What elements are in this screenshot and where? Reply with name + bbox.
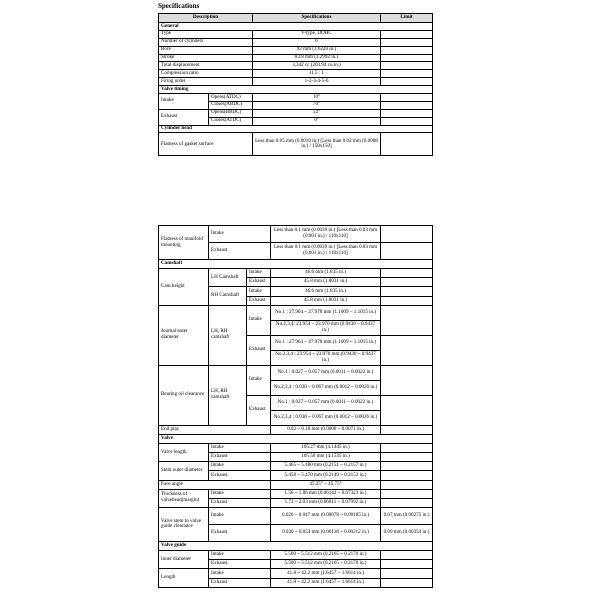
row-sublabel: Closes(ATDC) [209,117,253,125]
row-spec: Less than 0.1 mm (0.0039 in.) [Less than 0.03 mm (0.001 in.) / 110x110] [271,226,381,243]
row-sublabel: Intake [209,569,271,578]
row-sublabel: Intake [247,305,271,335]
table-row [159,443,433,452]
row-limit: 0.07 mm (0.00275 in.) [381,507,433,524]
row-limit [381,94,433,102]
row-label: Bore [159,46,253,54]
row-sublabel: LH, RH camshaft [209,305,247,365]
row-limit [381,335,433,365]
row-spec: 46.6 mm (1.835 in.) [271,287,381,296]
table-row [159,62,433,70]
row-sublabel: Exhaust [209,243,271,260]
row-label: Valve length [159,443,209,461]
row-limit [381,46,433,54]
row-sublabel: Exhaust [209,471,271,480]
table-row [159,507,433,524]
row-limit [381,365,433,395]
row-limit [381,296,433,305]
row-limit [381,269,433,278]
row-sublabel: LH, RH camshaft [209,365,247,425]
row-spec: 5.465 ~ 5.480 mm (0.2151 ~ 0.2157 in.) [271,462,381,471]
row-spec: 0.020 ~ 0.047 mm (0.00078 ~ 0.00185 in.) [271,507,381,524]
table-row [159,480,433,489]
row-spec: 105.27 mm (4.1445 in.) [271,443,381,452]
row-sublabel: Exhaust [209,578,271,587]
table-row [159,425,433,434]
table-row [159,365,433,380]
row-spec: No.1 : 27.964 ~ 27.978 mm (1.1009 ~ 1.1015 in.) [271,335,381,350]
row-spec: Less than 0.1 mm (0.0039 in.) [Less than 0.03 mm (0.001 in.) / 110x110] [271,243,381,260]
spec-table-2 [158,225,433,588]
table-header-row [159,14,433,23]
section-camshaft: Camshaft [159,260,433,269]
table-row [159,489,433,498]
row-spec: 41.8 ~ 42.2 mm (1.6457 ~ 1.6614 in.) [271,569,381,578]
row-spec: 83.8 mm (3.2992 in.) [253,54,381,62]
row-limit [381,560,433,569]
row-label: Stroke [159,54,253,62]
row-limit [381,498,433,507]
table-row [159,269,433,278]
spec-table-1 [158,13,433,156]
row-sublabel: Intake [247,269,271,278]
table-row [159,94,433,102]
row-limit [381,243,433,260]
table-row [159,226,433,243]
row-spec: No.1 : 0.027 ~ 0.057 mm (0.0011 ~ 0.0022 in.) [271,365,381,380]
row-sublabel: LH Camshaft [209,269,247,287]
row-label: Face angle [159,480,271,489]
spec-page-2 [158,225,432,588]
row-label: Intake [159,94,209,110]
row-sublabel: Exhaust [209,560,271,569]
table-row [159,551,433,560]
row-label: Number of cylinders [159,38,253,46]
row-limit [381,226,433,243]
row-spec: V-type, DOHC [253,30,381,38]
row-limit [381,101,433,109]
row-spec: 11.5 : 1 [253,70,381,78]
row-label: Total displacement [159,62,253,70]
row-limit [381,462,433,471]
row-spec: 52° [253,109,381,117]
row-sublabel: Exhaust [247,296,271,305]
row-limit [381,54,433,62]
row-spec: 70° [253,101,381,109]
table-row [159,54,433,62]
row-sublabel: Intake [209,462,271,471]
row-label: Thickness of valvehead(margin) [159,489,209,507]
row-sublabel: Intake [209,551,271,560]
row-sublabel: Intake [209,489,271,498]
row-limit [381,569,433,578]
row-limit [381,578,433,587]
row-label: Inner diameter [159,551,209,569]
row-label: Valve stem to valve guide clearance [159,507,209,541]
row-label: Bearing oil clearance [159,365,209,425]
table-row [159,30,433,38]
row-sublabel: Closes(ABDC) [209,101,253,109]
row-limit [381,30,433,38]
row-label: Exhaust [159,109,209,125]
table-row [159,462,433,471]
row-label: Journal outer diameter [159,305,209,365]
row-spec: 46.6 mm (1.835 in.) [271,269,381,278]
row-spec: 3,342 cc (203.94 cu.in.) [253,62,381,70]
row-limit [381,471,433,480]
row-limit [381,287,433,296]
header-limit: Limit [381,14,433,23]
header-specifications: Specifications [253,14,381,23]
row-limit [381,551,433,560]
row-label: Firing order [159,78,253,86]
row-spec: 1.56 ~ 1.86 mm (0.06142 ~ 0.07323 in.) [271,489,381,498]
row-spec: 92 mm (3.6220 in.) [253,46,381,54]
row-sublabel: Exhaust [209,453,271,462]
row-spec: 6 [253,38,381,46]
row-limit [381,305,433,335]
row-limit [381,278,433,287]
row-spec: Less than 0.05 mm (0.0019 in.) [Less than 0.02 mm (0.0008 in.) / 150x150] [253,133,381,156]
row-sublabel: Intake [209,507,271,524]
spec-page-1 [158,2,432,156]
row-limit [381,38,433,46]
row-spec: 105.50 mm (4.1535 in.) [271,453,381,462]
row-spec: No.2,3,4 : 0.030 ~ 0.067 mm (0.0012 ~ 0.0026 in.) [271,410,381,425]
row-spec: 41.8 ~ 42.2 mm (1.6457 ~ 1.6614 in.) [271,578,381,587]
table-row [159,70,433,78]
row-spec: No.1 : 27.964 ~ 27.978 mm (1.1009 ~ 1.1015 in.) [271,305,381,320]
row-spec: No.2,3,4 : 0.030 ~ 0.067 mm (0.0012 ~ 0.0026 in.) [271,380,381,395]
row-spec: 1.73 ~ 2.03 mm (0.06811 ~ 0.07992 in.) [271,498,381,507]
row-limit [381,133,433,156]
section-valve: Valve [159,434,433,443]
row-label: Stem outer diameter [159,462,209,480]
row-spec: 1-2-3-4-5-6 [253,78,381,86]
row-sublabel: Exhaust [209,524,271,541]
section-cylinder-head: Cylinder head [159,125,433,133]
row-spec: 45.8 mm (1.8031 in.) [271,296,381,305]
row-label: End play [159,425,271,434]
row-sublabel: Intake [209,443,271,452]
row-sublabel: Intake [247,287,271,296]
row-spec: No.2,3,4 : 23.954 ~ 23.970 mm (0.9430 ~ 0.9437 in.) [271,350,381,365]
row-limit [381,453,433,462]
row-spec: 5.458 ~ 5.470 mm (0.2149 ~ 0.2153 in.) [271,471,381,480]
section-general: General [159,23,433,31]
row-limit [381,425,433,434]
row-label: Cam height [159,269,209,306]
row-label: Length [159,569,209,587]
table-row [159,305,433,320]
row-spec: No.2,3,4: 23.954 ~ 23.970 mm (0.9430 ~ 0.9437 in.) [271,320,381,335]
row-limit [381,70,433,78]
row-sublabel: RH Camshaft [209,287,247,305]
row-limit [381,78,433,86]
row-spec: 0.02 ~ 0.18 mm (0.0008 ~ 0.0071 in.) [271,425,381,434]
row-label: Flatness of gasket surface [159,133,253,156]
row-limit [381,109,433,117]
table-row [159,109,433,117]
row-limit [381,443,433,452]
section-valve-guide: Valve guide [159,541,433,550]
row-label: Compression ratio [159,70,253,78]
row-sublabel: Intake [209,226,271,243]
header-description: Description [159,14,253,23]
table-row [159,569,433,578]
table-row [159,38,433,46]
table-row [159,78,433,86]
row-label: Flatness of manifold mounting [159,226,209,260]
row-spec: 5.500 ~ 5.512 mm (0.2165 ~ 0.2170 in.) [271,560,381,569]
row-spec: No.1 : 0.027 ~ 0.057 mm (0.0011 ~ 0.0022 in.) [271,395,381,410]
row-label: Type [159,30,253,38]
row-spec: 45.8 mm (1.8031 in.) [271,278,381,287]
table-row [159,46,433,54]
row-limit: 0.09 mm (0.00354 in.) [381,524,433,541]
row-spec: 5.500 ~ 5.512 mm (0.2165 ~ 0.2170 in.) [271,551,381,560]
row-limit [381,117,433,125]
table-row [159,133,433,156]
row-sublabel: Intake [247,365,271,395]
row-spec: 0° [253,117,381,125]
row-limit [381,480,433,489]
row-sublabel: Exhaust [247,278,271,287]
row-sublabel: Exhaust [209,498,271,507]
row-limit [381,62,433,70]
row-spec: 45.25° ~ 45.75° [271,480,381,489]
row-sublabel: Opens(ATDC) [209,94,253,102]
row-sublabel: Opens(BBDC) [209,109,253,117]
row-spec: 0.030 ~ 0.054 mm (0.00118 ~ 0.00212 in.) [271,524,381,541]
row-spec: 10° [253,94,381,102]
row-sublabel: Exhaust [247,395,271,425]
row-limit [381,489,433,498]
row-sublabel: Exhaust [247,335,271,365]
page-title: Specifications [158,2,200,10]
section-valve-timing: Valve timing [159,86,433,94]
row-limit [381,395,433,425]
